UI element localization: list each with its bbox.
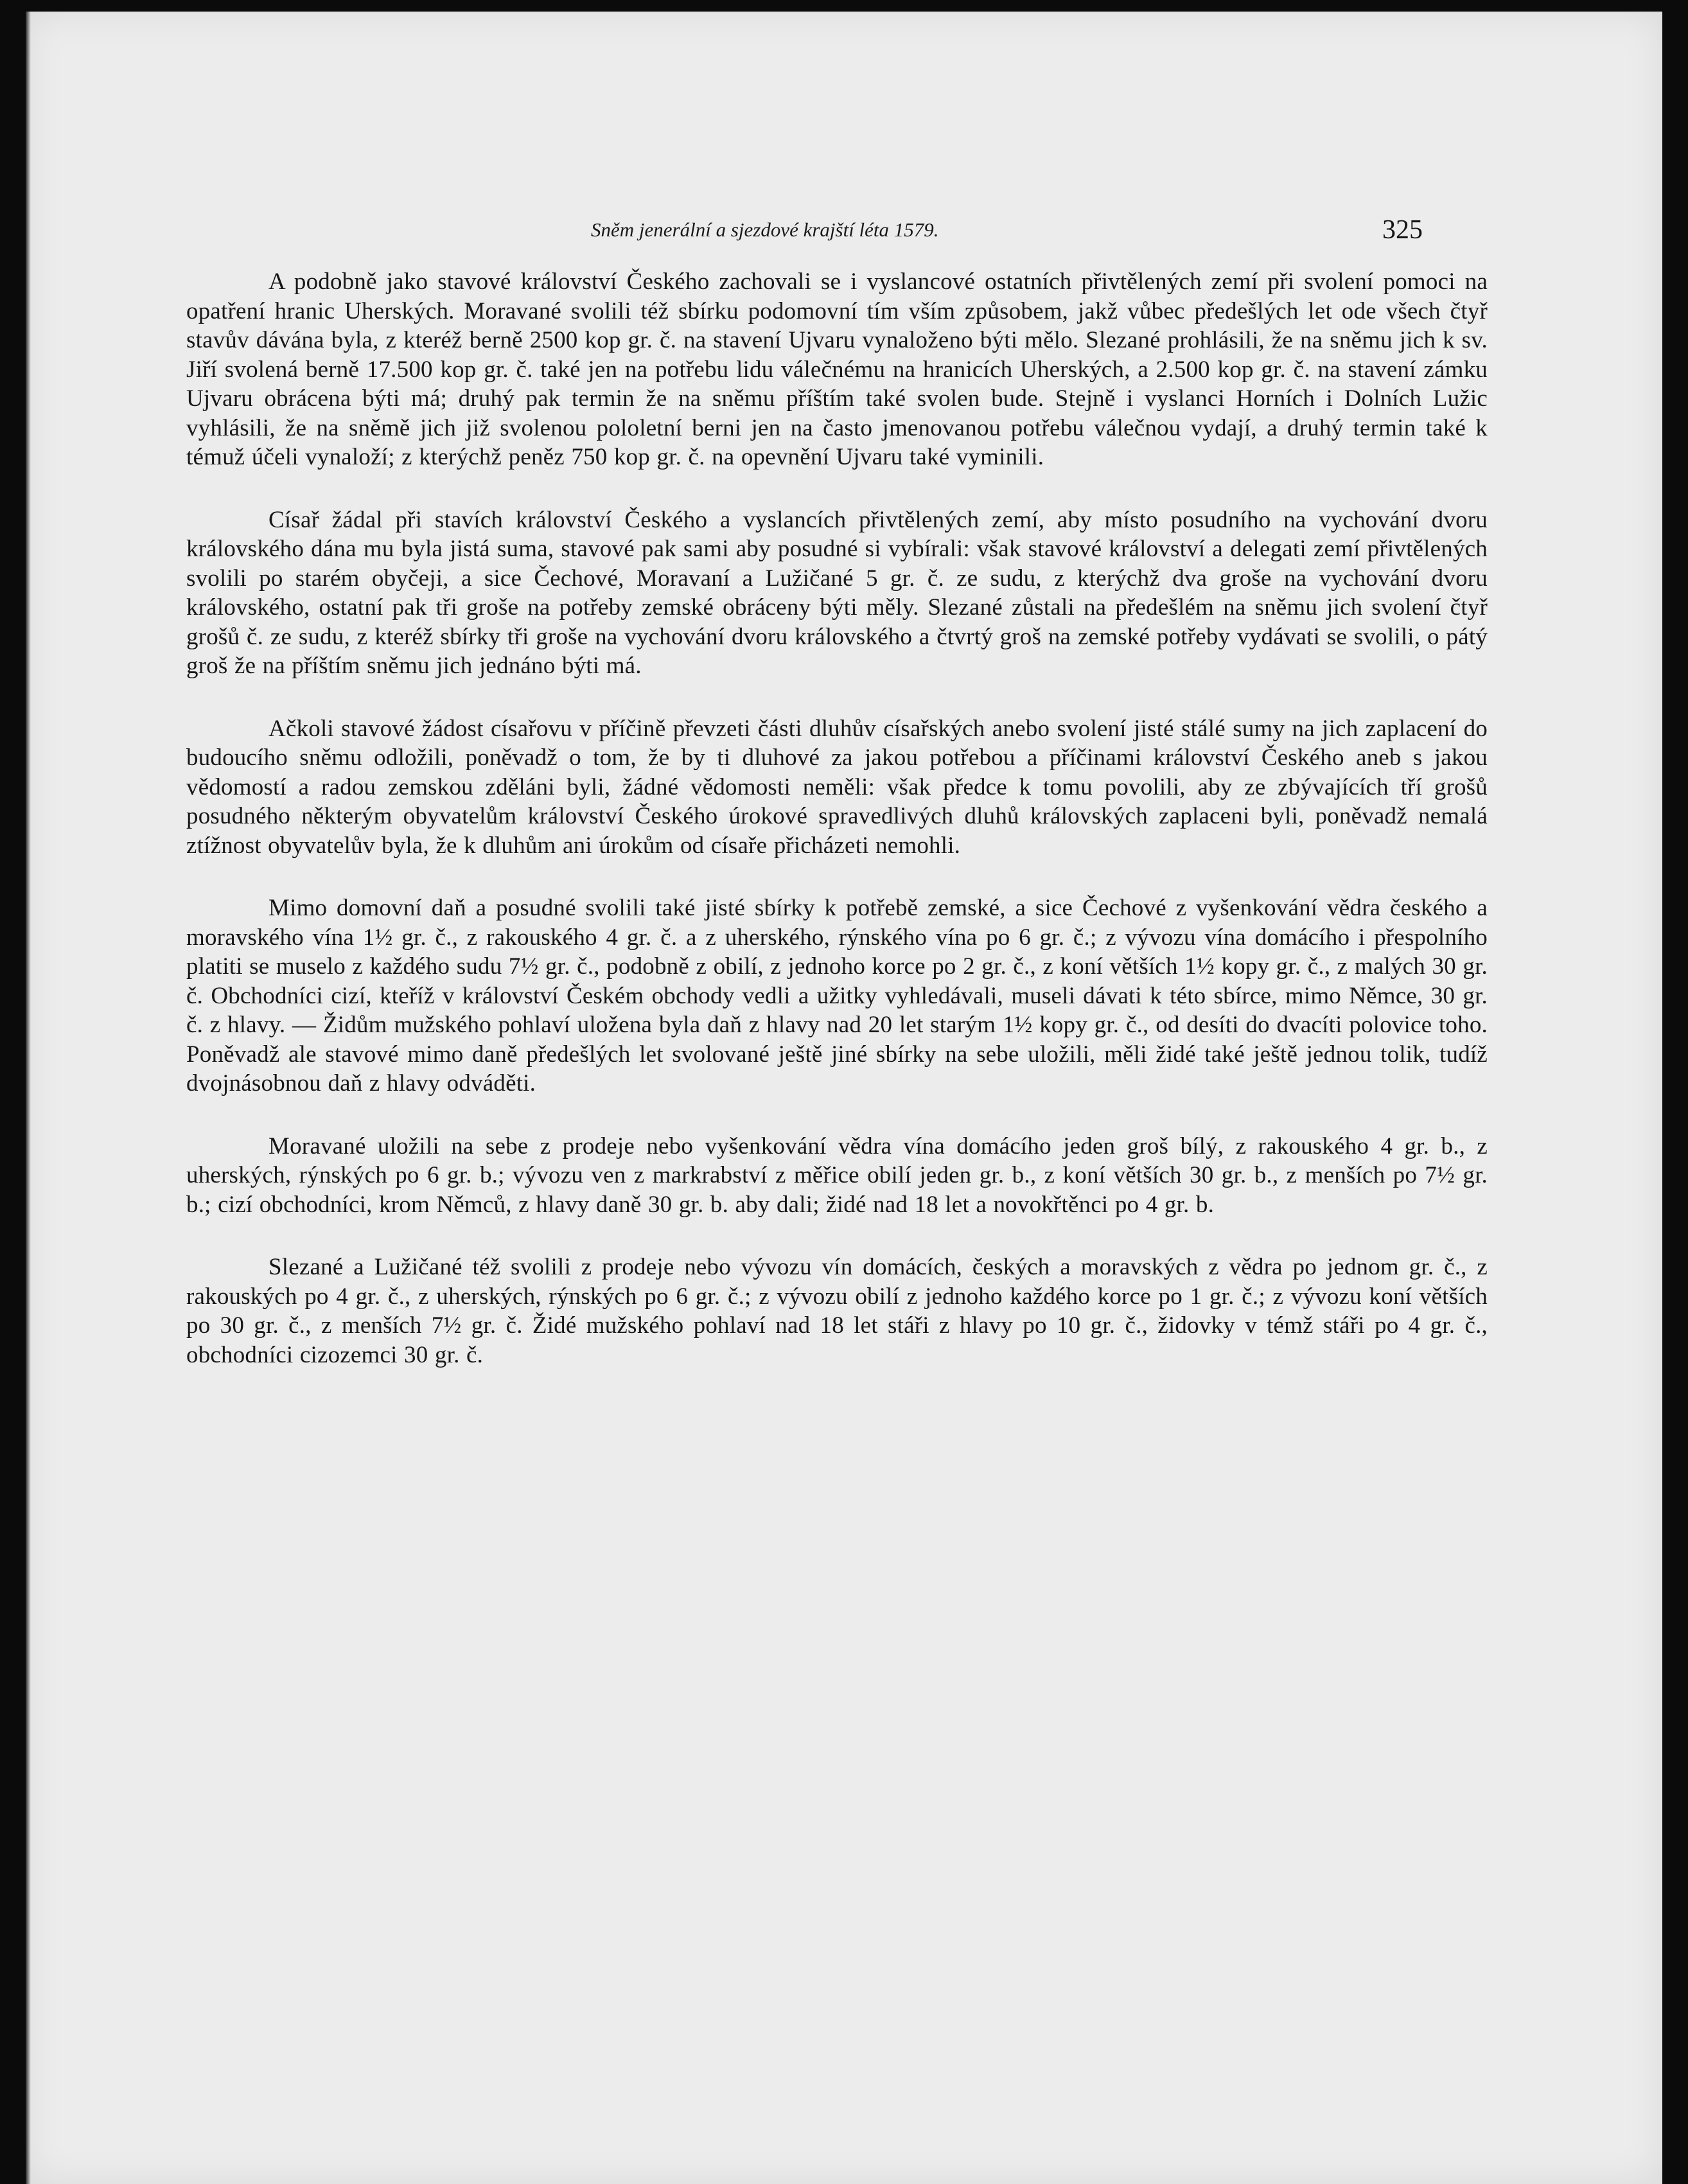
page-header [26,216,1662,249]
body-text [186,267,1488,1403]
scanned-page [26,12,1662,2184]
running-title: Sněm jenerální a sjezdové krajští léta 1579. [591,218,939,241]
paragraph: A podobně jako stavové království Českého zachovali se i vyslancové ostatních přivtělených zemí při svolení pomoci na opatření hranic Uherských. Moravané svolili též sbírku podomovní tím vším způsobem, jakž vůbec předešlých let ode všech čtyř stavův dávána byla, z kteréž berně 2500 kop gr. č. na stavení Ujvaru vynaloženo býti mělo. Slezané prohlásili, že na sněmu jich k sv. Jiří svolená berně 17.500 kop gr. č. také jen na potřebu lidu válečnému na hranicích Uherských, a 2.500 kop gr. č. na stavení zámku Ujvaru obrácena býti má; druhý pak termin že na sněmu příštím také svolen bude. Stejně i vyslanci Horních i Dolních Lužic vyhlásili, že na sněmě jich již svolenou pololetní berni jen na často jmenovanou potřebu válečnou vydají, a druhý termin také k témuž účeli vynaloží; z kterýchž peněz 750 kop gr. č. na opevnění Ujvaru také vyminili. [186,269,1488,470]
paragraph: Mimo domovní daň a posudné svolili také jisté sbírky k potřebě zemské, a sice Čechové z vyšenkování vědra českého a moravského vína 1½ gr. č., z rakouského 4 gr. č. a z uherského, rýnského vína po 6 gr. č.; z vývozu vína domácího i přespolního platiti se muselo z každého sudu 7½ gr. č., podobně z obilí, z jednoho korce po 2 gr. č., z koní větších 1½ kopy gr. č., z malých 30 gr. č. Obchodníci cizí, kteříž v království Českém obchody vedli a užitky vyhledávali, museli dávati k této sbírce, mimo Němce, 30 gr. č. z hlavy. — Židům mužského pohlaví uložena byla daň z hlavy nad 20 let starým 1½ kopy gr. č., od desíti do dvacíti polovice toho. Poněvadž ale stavové mimo daně předešlých let svolované ještě jiné sbírky na sebe uložili, měli židé také ještě jednou tolik, tudíž dvojnásobnou daň z hlavy odváděti. [186,895,1488,1096]
paragraph: Moravané uložili na sebe z prodeje nebo vyšenkování vědra vína domácího jeden groš bílý, z rakouského 4 gr. b., z uherských, rýnských po 6 gr. b.; vývozu ven z markrabství z měřice obilí jeden gr. b., z koní větších 30 gr. b., z menších po 7½ gr. b.; cizí obchodníci, krom Němců, z hlavy daně 30 gr. b. aby dali; židé nad 18 let a novokřtěnci po 4 gr. b. [186,1132,1488,1218]
paragraph: Slezané a Lužičané též svolili z prodeje nebo vývozu vín domácích, českých a moravských z vědra po jednom gr. č., z rakouských po 4 gr. č., z uherských, rýnských po 6 gr. č.; z vývozu obilí z jednoho každého korce po 1 gr. č.; z vývozu koní větších po 30 gr. č., z menších 7½ gr. č. Židé mužského pohlaví nad 18 let stáři z hlavy po 10 gr. č., židovky v témž stáři po 4 gr. č., obchodníci cizozemci 30 gr. č. [186,1254,1488,1368]
paragraph: Ačkoli stavové žádost císařovu v příčině převzeti části dluhův císařských anebo svolení jisté stálé sumy na jich zaplacení do budoucího sněmu odložili, poněvadž o tom, že by ti dluhové za jakou potřebou a příčinami království Českého aneb s jakou vědomostí a radou zemskou zděláni byli, žádné vědomosti neměli: však předce k tomu povolili, aby ze zbývajících tří grošů posudného některým obyvatelům království Českého úrokové spravedlivých dluhů královských zaplaceni byli, poněvadž nemalá ztížnost obyvatelův byla, že k dluhům ani úrokům od císaře přicházeti nemohli. [186,715,1488,859]
page-number: 325 [1382,215,1423,245]
paragraph: Císař žádal při stavích království Českého a vyslancích přivtělených zemí, aby místo posudního na vychování dvoru královského dána mu byla jistá suma, stavové pak sami aby posudné si vybírali: však stavové království a delegati zemí přivtělených svolili po starém obyčeji, a sice Čechové, Moravaní a Lužičané 5 gr. č. ze sudu, z kterýchž dva groše na vychování dvoru královského, ostatní pak tři groše na potřeby zemské obráceny býti měly. Slezané zůstali na předešlém na sněmu jich svolení čtyř grošů č. ze sudu, z kteréž sbírky tři groše na vychování dvoru královského a čtvrtý groš na zemské potřeby vydávati se svolili, o pátý groš že na příštím sněmu jich jednáno býti má. [186,506,1488,679]
page-edge-shadow [26,12,31,2184]
